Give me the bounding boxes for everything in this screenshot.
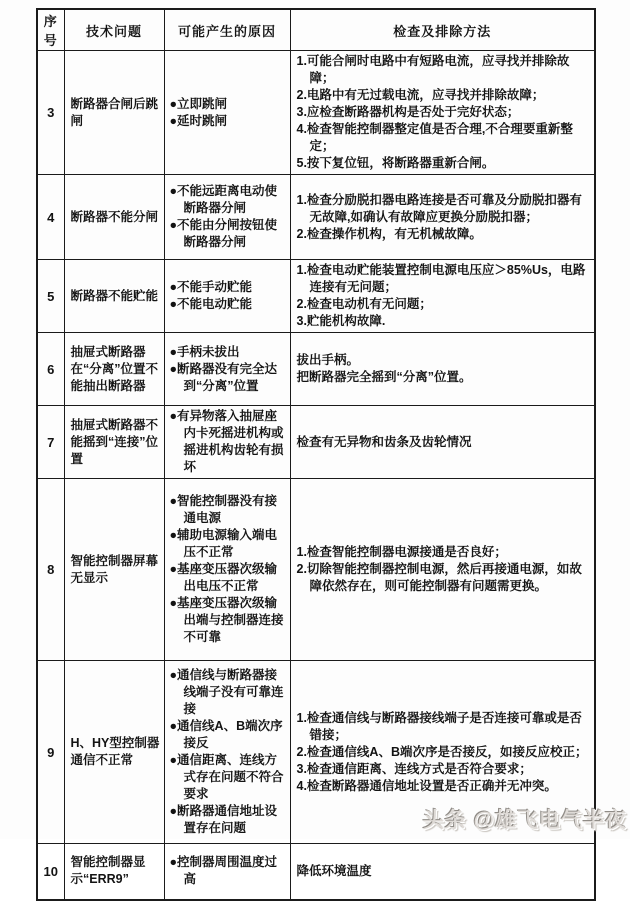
cause-item: ●基座变压器次级输出电压不正常 [169,562,278,593]
cause-item: ●不能由分闸按钮使断路器分闸 [169,218,278,249]
cause-item: ●不能手动贮能 [169,280,253,294]
table-row [37,333,595,406]
cause-item: ●通信线与断路器接线端子没有可靠连接 [169,668,284,716]
header-serial-number: 序号 [37,9,64,51]
problem-cell: 智能控制器显示“ERR9” [64,844,164,900]
causes-cell [164,844,290,900]
row-number: 5 [37,260,64,333]
cause-item: ●智能控制器没有接通电源 [169,494,278,525]
method-item: 3.应检查断路器机构是否处于完好状态； [296,105,520,119]
method-item: 1.检查智能控制器电源接通是否良好； [296,545,507,559]
method-item: 2.切除智能控制器控制电源，然后再接通电源，如故障依然存在，则可能控制器有问题需更换。 [296,562,582,593]
method-item: 2.检查通信线A、B端次序是否接反，如接反应校正； [296,744,588,759]
problem-cell: 抽屉式断路器不能摇到“连接”位置 [64,406,164,479]
method-item: 1.检查分励脱扣器电路连接是否可靠及分励脱扣器有无故障,如确认有故障应更换分励脱扣器； [296,192,582,224]
cause-item: ●通信距离、连线方式存在问题不符合要求 [169,753,284,801]
methods-cell [290,51,595,175]
problem-cell: H、HY型控制器通信不正常 [64,661,164,844]
method-item: 3.检查通信距离、连线方式是否符合要求； [296,761,532,776]
header-row [37,9,595,51]
cause-item: ●手柄未拔出 [169,344,240,359]
causes-cell [164,661,290,844]
header-check-methods: 检查及排除方法 [290,9,595,51]
cause-item: ●不能电动贮能 [169,297,253,311]
table-row [37,479,595,661]
row-number: 8 [37,479,64,661]
method-item: 2.检查操作机构，有无机械故障。 [296,226,482,241]
method-item: 5.按下复位钮，将断路器重新合闸。 [296,156,495,170]
causes-cell [164,175,290,260]
header-technical-problem: 技术问题 [64,9,164,51]
table-row [37,844,595,900]
cause-item: ●延时跳闸 [169,113,228,128]
problem-cell: 断路器不能分闸 [64,175,164,260]
methods-cell [290,333,595,406]
methods-cell [290,260,595,333]
cause-item: ●立即跳闸 [169,96,228,111]
method-item: 拔出手柄。 [296,353,360,367]
causes-cell [164,406,290,479]
methods-cell [290,479,595,661]
cause-item: ●有异物落入抽屉座内卡死摇进机构或摇进机构齿轮有损坏 [169,409,284,474]
method-item: 2.检查电动机有无问题； [296,297,432,311]
cause-item: ●辅助电源输入端电压不正常 [169,528,278,559]
cause-item: ●不能远距离电动使断路器分闸 [169,184,278,215]
causes-cell [164,333,290,406]
problem-cell: 断路器不能贮能 [64,260,164,333]
method-item: 降低环境温度 [296,863,372,878]
method-item: 1.检查电动贮能装置控制电源电压应＞85%Us，电路连接有无问题； [296,263,586,294]
method-item: 1.检查通信线与断路器接线端子是否连接可靠或是否错接； [296,710,582,742]
method-item: 4.检查断路器通信地址设置是否正确并无冲突。 [296,778,557,793]
row-number: 7 [37,406,64,479]
header-possible-causes: 可能产生的原因 [164,9,290,51]
toutiao-watermark: 头条 @雄飞电气半夜 [422,809,627,832]
causes-cell [164,260,290,333]
methods-cell [290,406,595,479]
method-item: 把断路器完全摇到“分离”位置。 [296,370,472,384]
row-number: 3 [37,51,64,175]
problem-cell: 断路器合闸后跳闸 [64,51,164,175]
causes-cell [164,51,290,175]
troubleshooting-table [36,8,596,901]
cause-item: ●通信线A、B端次序接反 [169,719,283,750]
row-number: 10 [37,844,64,900]
table-row [37,175,595,260]
methods-cell [290,844,595,900]
problem-cell: 智能控制器屏幕无显示 [64,479,164,661]
method-item: 3.贮能机构故障. [296,314,386,328]
row-number: 4 [37,175,64,260]
row-number: 6 [37,333,64,406]
table-row [37,260,595,333]
cause-item: ●控制器周围温度过高 [169,855,278,887]
table-row [37,51,595,175]
method-item: 4.检查智能控制器整定值是否合理,不合理要重新整定； [296,122,573,153]
cause-item: ●断路器没有完全达到“分离”位置 [169,361,278,393]
method-item: 2.电路中有无过载电流，应寻找并排除故障； [296,88,545,102]
row-number: 9 [37,661,64,844]
causes-cell [164,479,290,661]
table-row [37,406,595,479]
method-item: 检查有无异物和齿条及齿轮情况 [296,434,472,449]
methods-cell [290,175,595,260]
cause-item: ●基座变压器次级输出端与控制器连接不可靠 [169,596,284,644]
problem-cell: 抽屉式断路器在“分离”位置不能抽出断路器 [64,333,164,406]
cause-item: ●断路器通信地址设置存在问题 [169,804,278,835]
method-item: 1.可能合闸时电路中有短路电流，应寻找并排除故障； [296,54,570,85]
